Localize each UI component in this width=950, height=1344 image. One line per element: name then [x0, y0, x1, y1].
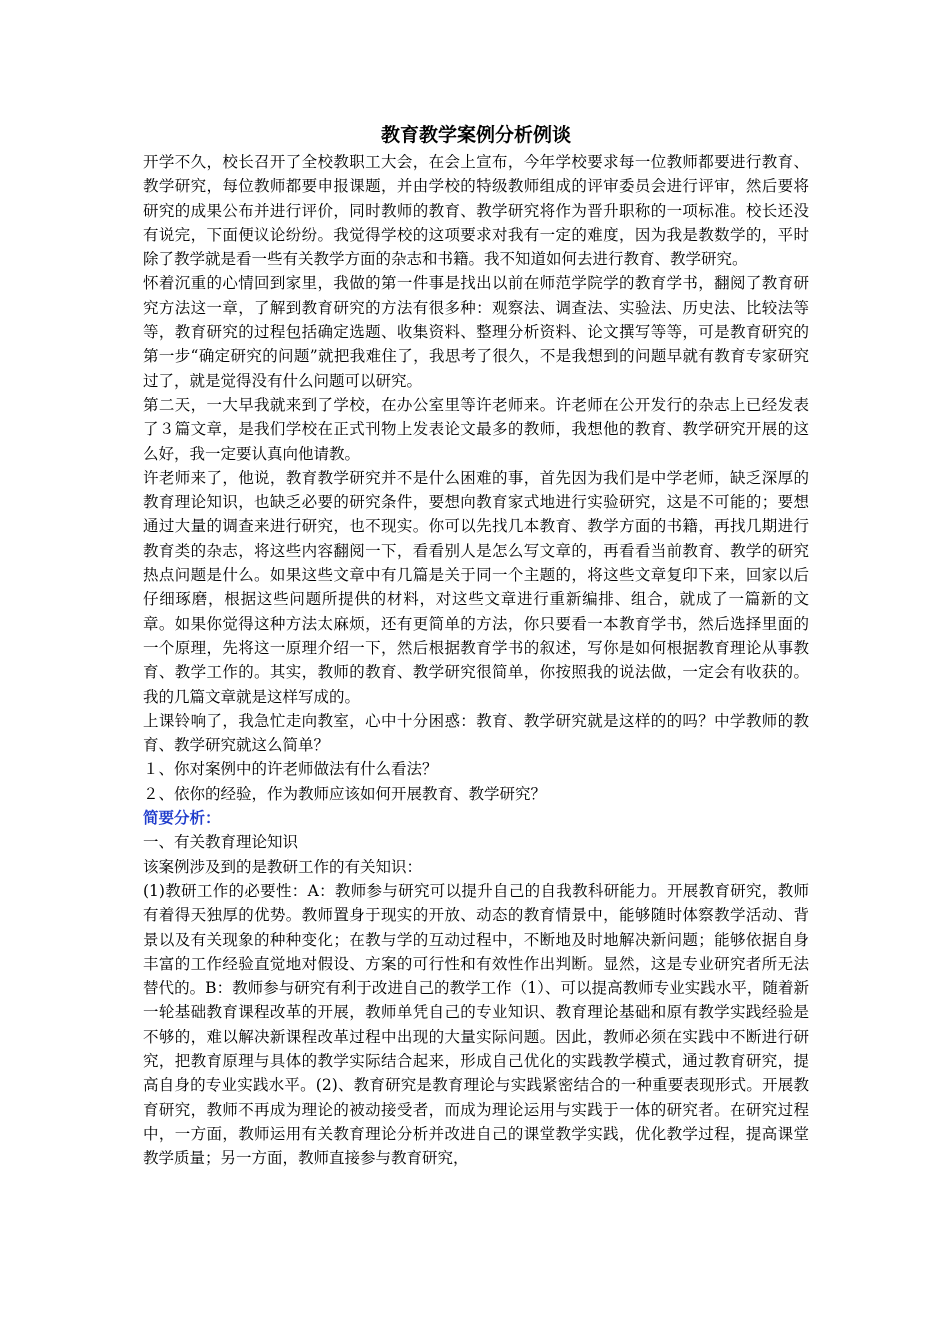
case-paragraph: 第二天，一大早我就来到了学校，在办公室里等许老师来。许老师在公开发行的杂志上已经发表了３篇文章，是我们学校在正式刊物上发表论文最多的教师，我想他的教育、教学研究开展的这么好，我一定要认真向他请教。 — [143, 395, 809, 463]
question-1: １、你对案例中的许老师做法有什么看法？ — [143, 760, 438, 779]
document-title: 教育教学案例分析例谈 — [380, 124, 571, 146]
analysis-heading: 简要分析： — [143, 809, 221, 828]
case-paragraph: 许老师来了，他说，教育教学研究并不是什么困难的事，首先因为我们是中学老师，缺乏深厚的教育理论知识，也缺乏必要的研究条件，要想向教育家式地进行实验研究，这是不可能的；要想通过大量的调查来进行研究，也不现实。你可以先找几本教育、教学方面的书籍，再找几期进行教育类的杂志，将这些内容翻阅一下，看看别人是怎么写文章的，再看看当前教育、教学的研究热点问题是什么。如果这些文章中有几篇是关于同一个主题的，将这些文章复印下来，回家以后仔细琢磨，根据这些问题所提供的材料，对这些文章进行重新编排、组合，就成了一篇新的文章。如果你觉得这种方法太麻烦，还有更简单的方法，你只要看一本教育学书，然后选择里面的一个原理，先将这一原理介绍一下，然后根据教育学书的叙述，写你是如何根据教育理论从事教育、教学工作的。其实，教师的教育、教学研究很简单，你按照我的说法做，一定会有收获的。我的几篇文章就是这样写成的。 — [143, 468, 809, 706]
analysis-paragraph: 该案例涉及到的是教研工作的有关知识： — [143, 857, 423, 876]
analysis-subheading: 一、有关教育理论知识 — [143, 833, 299, 852]
case-paragraph: 上课铃响了，我急忙走向教室，心中十分困惑：教育、教学研究就是这样的的吗？中学教师的教育、教学研究就这么简单？ — [143, 711, 809, 755]
analysis-paragraph: (1)教研工作的必要性：A：教师参与研究可以提升自己的自我教科研能力。开展教育研究，教师有着得天独厚的优势。教师置身于现实的开放、动态的教育情景中，能够随时体察教学活动、背景以及有关现象的种种变化；在教与学的互动过程中，不断地及时地解决新问题；能够依据自身丰富的工作经验直觉地对假设、方案的可行性和有效性作出判断。显然，这是专业研究者所无法替代的。B：教师参与研究有利于改进自己的教学工作（1）、可以提高教师专业实践水平，随着新一轮基础教育课程改革的开展，教师单凭自己的专业知识、教育理论基础和原有教学实践经验是不够的，难以解决新课程改革过程中出现的大量实际问题。因此，教师必须在实践中不断进行研究，把教育原理与具体的教学实际结合起来，形成自己优化的实践教学模式，通过教育研究，提高自身的专业实践水平。(2)、教育研究是教育理论与实践紧密结合的一种重要表现形式。开展教育研究，教师不再成为理论的被动接受者，而成为理论运用与实践于一体的研究者。在研究过程中，一方面，教师运用有关教育理论分析并改进自己的课堂教学实践，优化教学过程，提高课堂教学质量；另一方面，教师直接参与教育研究， — [143, 881, 809, 1168]
case-paragraph: 怀着沉重的心情回到家里，我做的第一件事是找出以前在师范学院学的教育学书，翻阅了教育研究方法这一章，了解到教育研究的方法有很多种：观察法、调查法、实验法、历史法、比较法等等，教育研究的过程包括确定选题、收集资料、整理分析资料、论文撰写等等，可是教育研究的第一步“确定研究的问题”就把我难住了，我思考了很久，不是我想到的问题早就有教育专家研究过了，就是觉得没有什么问题可以研究。 — [143, 274, 809, 390]
document-content — [143, 120, 809, 1170]
case-paragraph: 开学不久，校长召开了全校教职工大会，在会上宣布，今年学校要求每一位教师都要进行教育、教学研究，每位教师都要申报课题，并由学校的特级教师组成的评审委员会进行评审，然后要将研究的成果公布并进行评价，同时教师的教育、教学研究将作为晋升职称的一项标准。校长还没有说完，下面便议论纷纷。我觉得学校的这项要求对我有一定的难度，因为我是教数学的，平时除了教学就是看一些有关教学方面的杂志和书籍。我不知道如何去进行教育、教学研究。 — [143, 153, 809, 269]
question-2: ２、依你的经验，作为教师应该如何开展教育、教学研究？ — [143, 784, 547, 803]
